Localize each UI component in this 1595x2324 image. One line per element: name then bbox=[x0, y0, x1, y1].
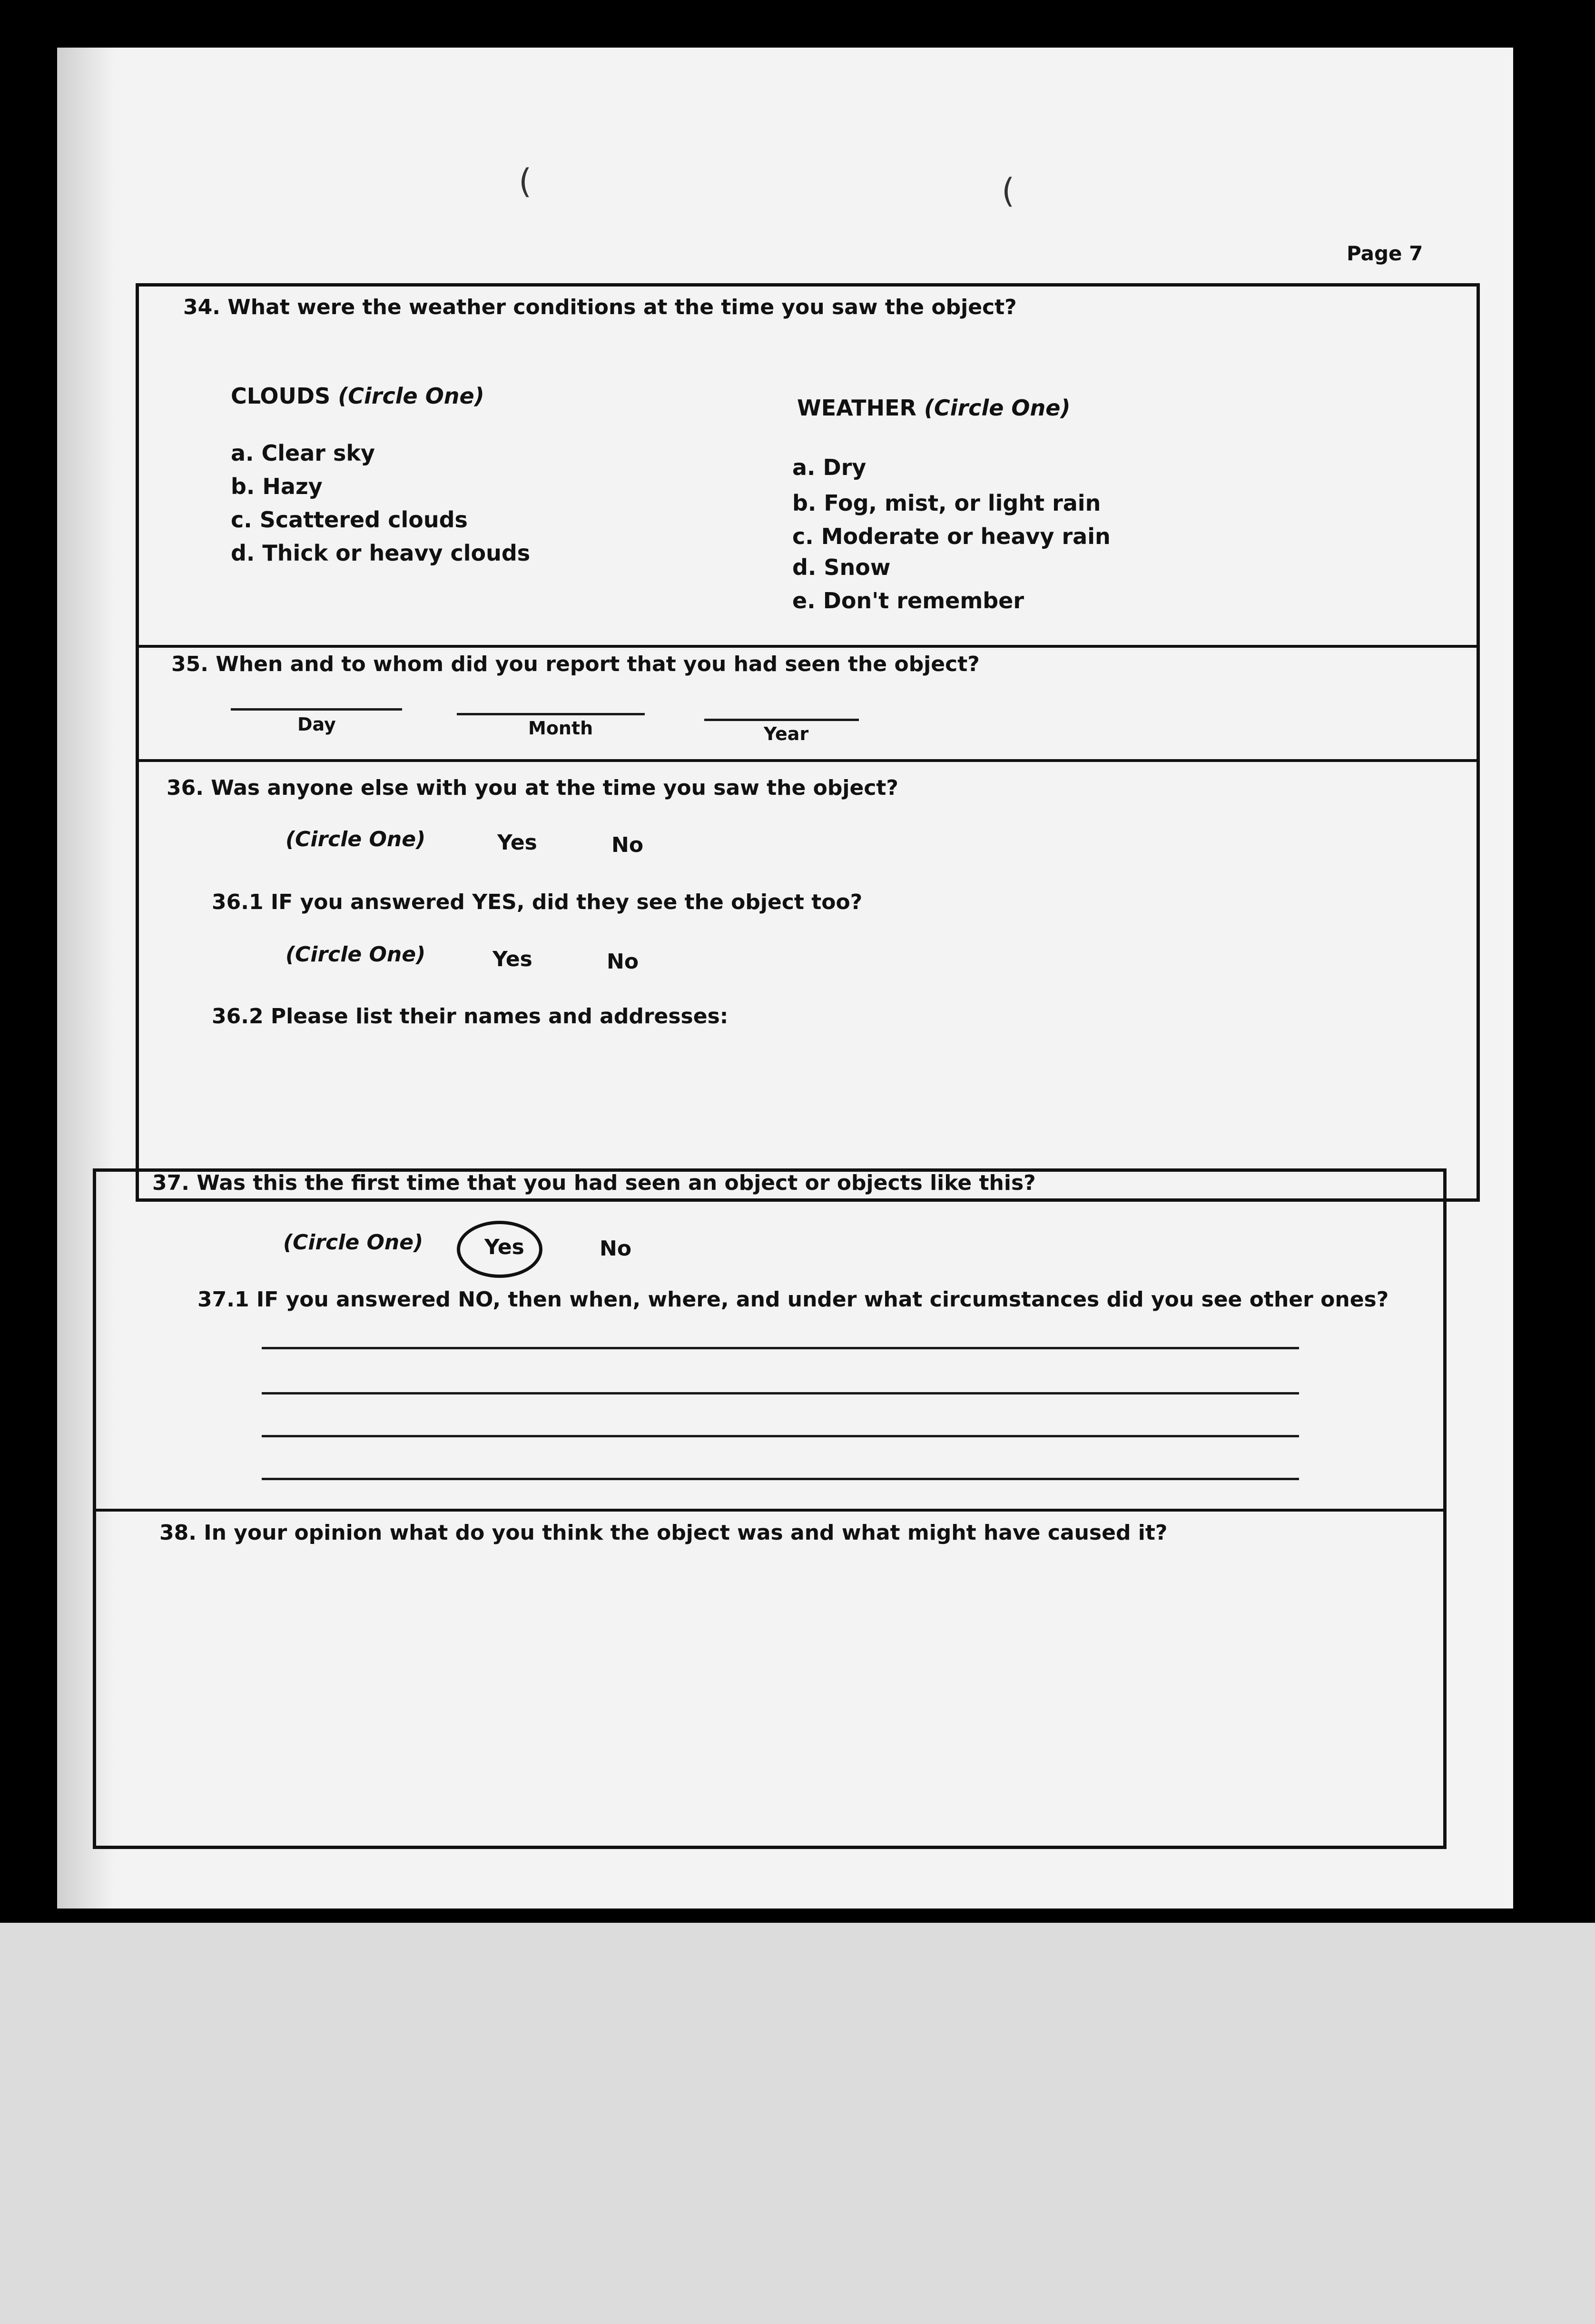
page-number: Page 7 bbox=[1347, 242, 1423, 265]
answer-line[interactable] bbox=[262, 1478, 1299, 1480]
weather-option[interactable]: b. Fog, mist, or light rain bbox=[792, 490, 1101, 516]
clouds-heading bbox=[231, 383, 484, 409]
divider-34-35 bbox=[136, 645, 1480, 648]
clouds-option[interactable]: b. Hazy bbox=[231, 474, 323, 499]
scan-mark: ( bbox=[519, 162, 532, 201]
day-label: Day bbox=[297, 714, 336, 735]
weather-heading bbox=[797, 395, 1071, 421]
weather-option[interactable]: e. Don't remember bbox=[792, 588, 1024, 613]
clouds-heading-hint: (Circle One) bbox=[338, 383, 484, 409]
divider-37-38 bbox=[93, 1509, 1447, 1512]
month-label: Month bbox=[528, 718, 593, 739]
q37-circle-one: (Circle One) bbox=[283, 1230, 423, 1255]
q36-no[interactable]: No bbox=[611, 833, 644, 857]
q36-1-circle-one: (Circle One) bbox=[286, 942, 426, 967]
clouds-heading-word: CLOUDS bbox=[231, 383, 331, 409]
q36-1-no[interactable]: No bbox=[607, 949, 639, 974]
weather-option[interactable]: d. Snow bbox=[792, 554, 891, 580]
q36-circle-one: (Circle One) bbox=[286, 827, 426, 851]
clouds-option[interactable]: c. Scattered clouds bbox=[231, 507, 468, 533]
day-line[interactable] bbox=[231, 708, 402, 711]
question-36-1: 36.1 IF you answered YES, did they see the object too? bbox=[212, 890, 863, 914]
month-line[interactable] bbox=[457, 713, 645, 715]
question-36-2: 36.2 Please list their names and addresses: bbox=[212, 1004, 729, 1028]
question-37: 37. Was this the first time that you had seen an object or objects like this? bbox=[152, 1171, 1036, 1195]
weather-option[interactable]: a. Dry bbox=[792, 455, 866, 480]
q38-answer-area[interactable] bbox=[124, 1566, 1428, 1832]
question-35: 35. When and to whom did you report that you had seen the object? bbox=[171, 652, 980, 676]
question-36: 36. Was anyone else with you at the time you saw the object? bbox=[167, 776, 898, 800]
scan-mark: ( bbox=[1002, 171, 1015, 210]
question-37-1: 37.1 IF you answered NO, then when, where, and under what circumstances did you see other ones? bbox=[197, 1287, 1389, 1312]
q36-1-yes[interactable]: Yes bbox=[492, 947, 532, 971]
year-line[interactable] bbox=[704, 719, 859, 721]
weather-heading-word: WEATHER bbox=[797, 395, 916, 421]
question-34: 34. What were the weather conditions at the time you saw the object? bbox=[183, 295, 1017, 319]
q37-yes[interactable]: Yes bbox=[484, 1235, 524, 1259]
film-margin bbox=[0, 1923, 1595, 2324]
q37-no[interactable]: No bbox=[600, 1236, 632, 1261]
clouds-option[interactable]: d. Thick or heavy clouds bbox=[231, 540, 531, 566]
weather-heading-hint: (Circle One) bbox=[924, 395, 1071, 421]
weather-option[interactable]: c. Moderate or heavy rain bbox=[792, 524, 1111, 549]
year-label: Year bbox=[764, 723, 809, 744]
answer-line[interactable] bbox=[262, 1392, 1299, 1394]
divider-35-36 bbox=[136, 759, 1480, 762]
question-38: 38. In your opinion what do you think the object was and what might have caused it? bbox=[159, 1521, 1168, 1545]
clouds-option[interactable]: a. Clear sky bbox=[231, 440, 375, 466]
answer-line[interactable] bbox=[262, 1347, 1299, 1349]
q36-yes[interactable]: Yes bbox=[497, 831, 537, 855]
answer-line[interactable] bbox=[262, 1435, 1299, 1437]
